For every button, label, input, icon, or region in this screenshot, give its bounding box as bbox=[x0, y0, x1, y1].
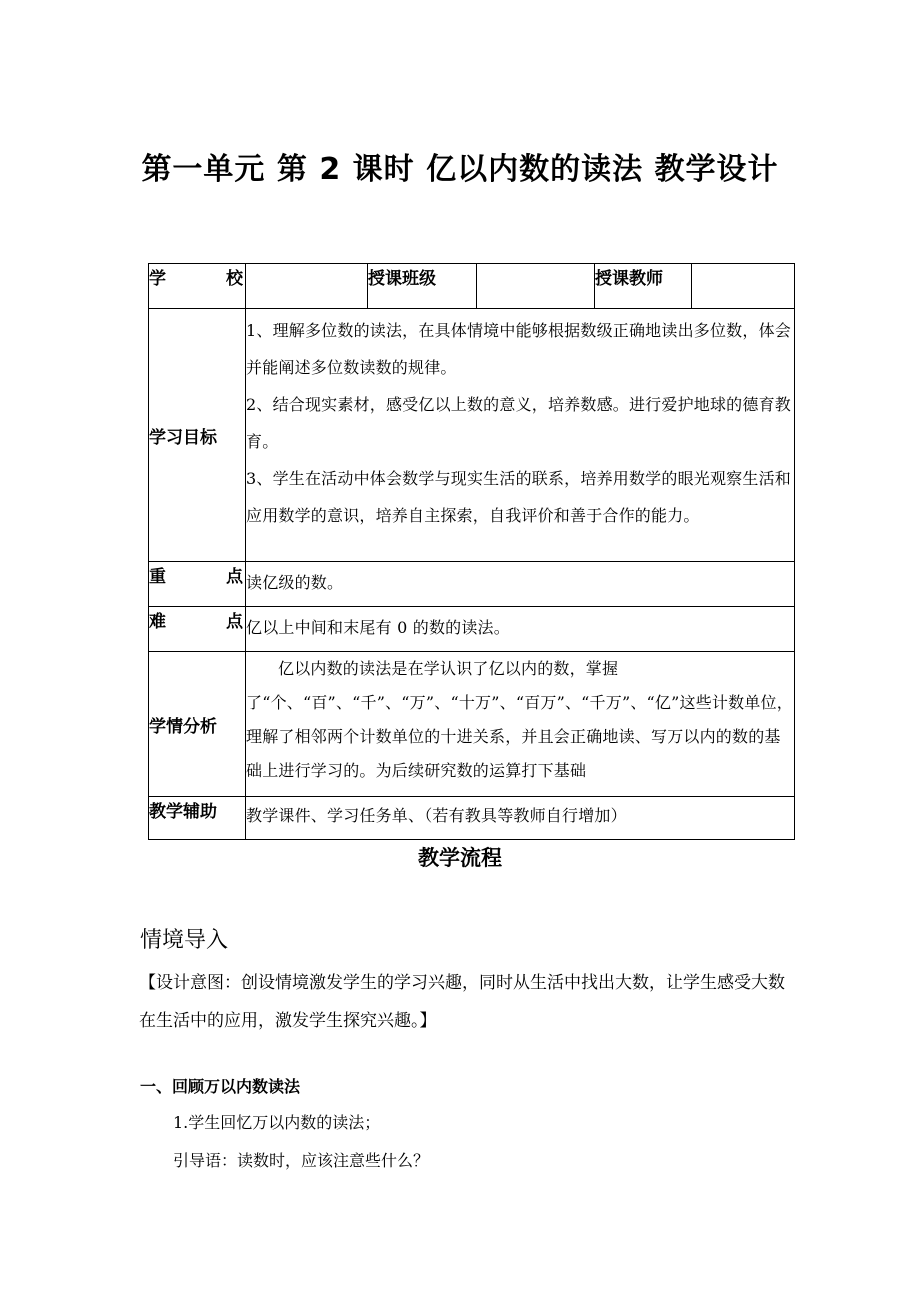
goals-label: 学习目标 bbox=[149, 309, 246, 562]
design-intent: 【设计意图：创设情境激发学生的学习兴趣，同时从生活中找出大数，让学生感受大数在生活中的应用，激发学生探究兴趣。】 bbox=[139, 973, 785, 1031]
aids-value: 教学课件、学习任务单、（若有教具等教师自行增加） bbox=[246, 797, 795, 840]
table-row bbox=[149, 562, 795, 607]
analysis-value: 亿以内数的读法是在学认识了亿以内的数，掌握了“个、“百”、“千”、“万”、“十万”、“百万”、“千万”、“亿”这些计数单位，理解了相邻两个计数单位的十进关系，并且会正确地读、写万以内的数的基础上进行学习的。为后续研究数的运算打下基础 bbox=[246, 652, 795, 797]
class-value[interactable] bbox=[477, 264, 595, 309]
school-value[interactable] bbox=[246, 264, 368, 309]
lesson-info-table bbox=[148, 263, 795, 840]
goal-item: 2、结合现实素材，感受亿以上数的意义，培养数感。进行爱护地球的德育教育。 bbox=[246, 395, 791, 451]
table-row bbox=[149, 607, 795, 652]
teacher-label: 授课教师 bbox=[595, 264, 692, 309]
difficulty-value: 亿以上中间和末尾有 0 的数的读法。 bbox=[246, 607, 795, 652]
goal-item: 3、学生在活动中体会数学与现实生活的联系，培养用数学的眼光观察生活和应用数学的意识，培养自主探索，自我评价和善于合作的能力。 bbox=[246, 469, 791, 525]
table-row bbox=[149, 309, 795, 562]
key-point-value: 读亿级的数。 bbox=[246, 562, 795, 607]
subsection-heading: 一、回顾万以内数读法 bbox=[140, 1077, 301, 1096]
school-label: 学 校 bbox=[149, 264, 246, 309]
class-label: 授课班级 bbox=[368, 264, 477, 309]
teacher-value[interactable] bbox=[692, 264, 795, 309]
table-row bbox=[149, 797, 795, 840]
goals-cell bbox=[246, 309, 795, 562]
page-title: 第一单元 第 2 课时 亿以内数的读法 教学设计 bbox=[141, 152, 779, 187]
key-point-label: 重 点 bbox=[149, 562, 246, 607]
body-line: 引导语：读数时，应该注意些什么？ bbox=[173, 1151, 430, 1170]
table-row bbox=[149, 652, 795, 797]
analysis-label: 学情分析 bbox=[149, 652, 246, 797]
aids-label: 教学辅助 bbox=[149, 797, 246, 840]
flow-heading: 教学流程 bbox=[418, 846, 502, 870]
difficulty-label: 难 点 bbox=[149, 607, 246, 652]
goal-item: 1、理解多位数的读法，在具体情境中能够根据数级正确地读出多位数，体会并能阐述多位数读数的规律。 bbox=[246, 321, 791, 377]
table-row bbox=[149, 264, 795, 309]
section-heading: 情境导入 bbox=[140, 928, 229, 953]
body-line: 1.学生回忆万以内数的读法； bbox=[173, 1113, 381, 1132]
